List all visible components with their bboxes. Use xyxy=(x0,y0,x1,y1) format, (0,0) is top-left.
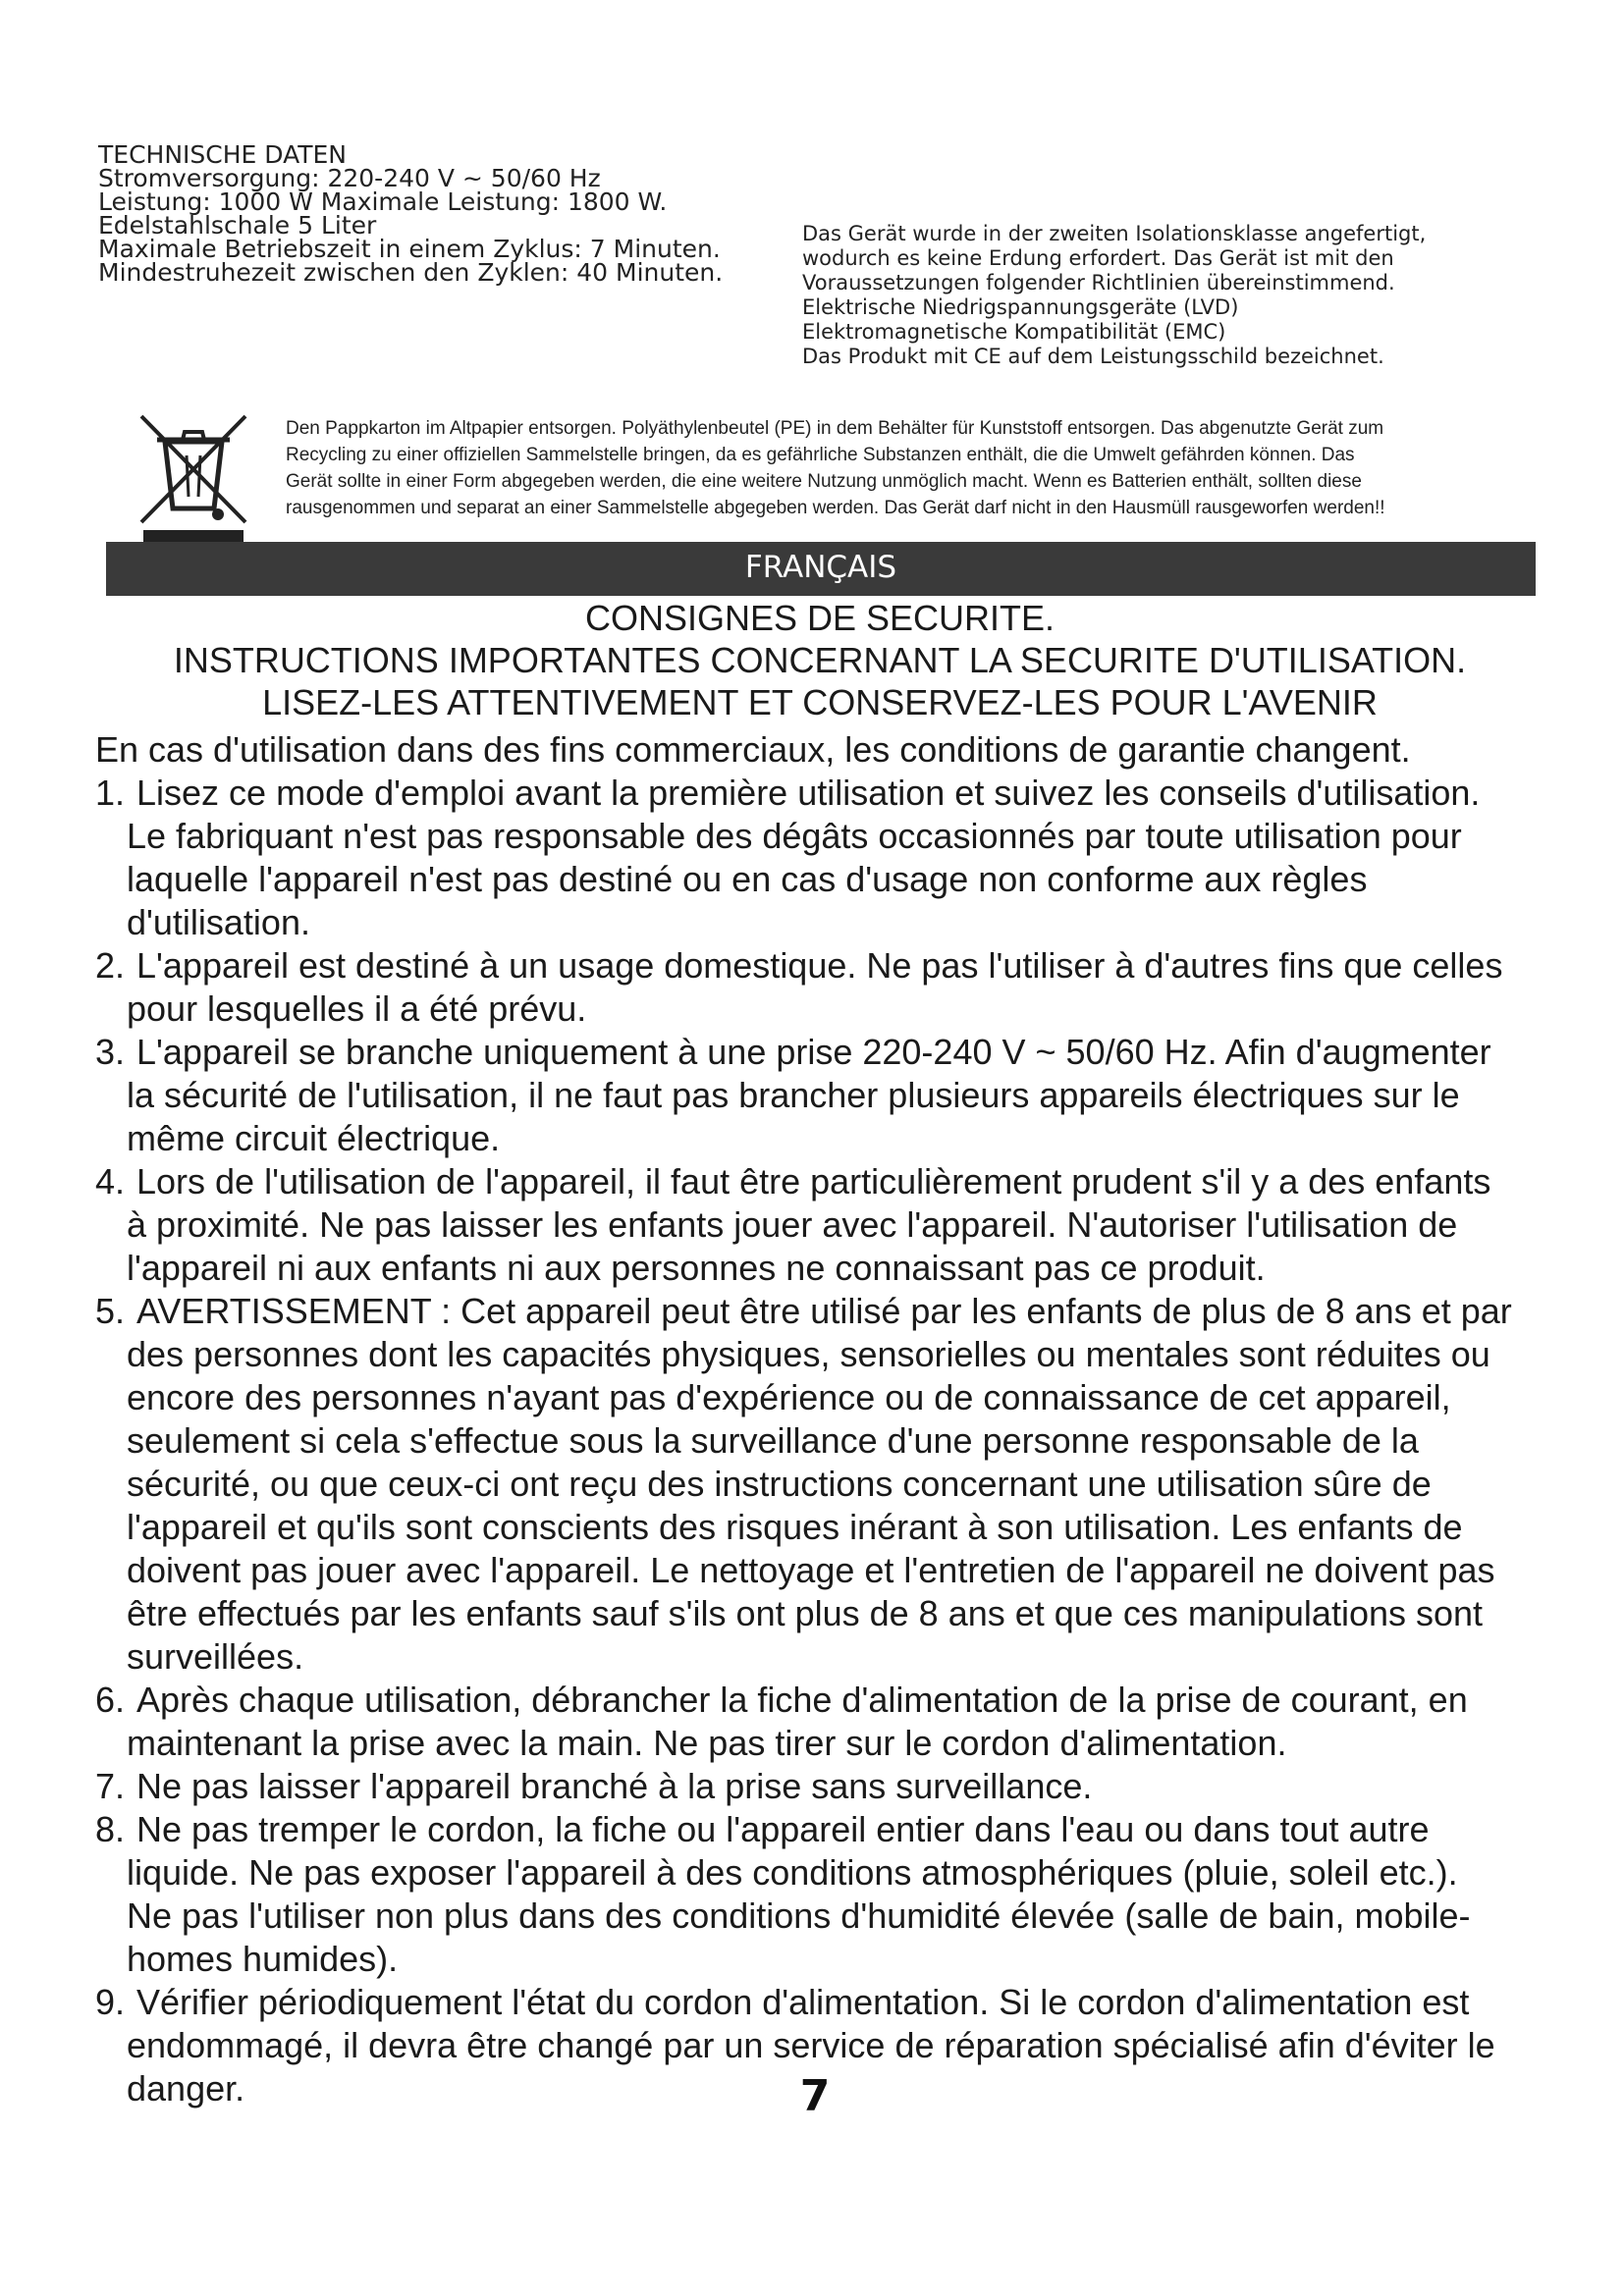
item-number: 6. xyxy=(95,1680,126,1720)
item-number: 7. xyxy=(95,1766,126,1806)
instruction-item xyxy=(95,1679,1548,1765)
item-line: sécurité, ou que ceux-ci ont reçu des instructions concernant une utilisation sûre de xyxy=(127,1464,1432,1504)
item-line: l'appareil ni aux enfants ni aux personnes ne connaissant pas ce produit. xyxy=(127,1248,1266,1288)
item-number: 3. xyxy=(95,1032,126,1072)
item-line: doivent pas jouer avec l'appareil. Le nettoyage et l'entretien de l'appareil ne doivent pas xyxy=(127,1550,1495,1590)
item-line: Lisez ce mode d'emploi avant la première utilisation et suivez les conseils d'utilisation. xyxy=(136,773,1481,813)
technical-line: Stromversorgung: 220-240 V ~ 50/60 Hz xyxy=(98,164,601,192)
technical-data xyxy=(98,140,785,287)
item-line: surveillées. xyxy=(127,1636,304,1677)
instruction-item xyxy=(95,1290,1548,1679)
item-line: d'utilisation. xyxy=(127,902,310,942)
heading-line: INSTRUCTIONS IMPORTANTES CONCERNANT LA SECURITE D'UTILISATION. xyxy=(173,640,1467,680)
conformity-line: Elektrische Niedrigspannungsgeräte (LVD) xyxy=(802,295,1239,319)
item-line: AVERTISSEMENT : Cet appareil peut être utilisé par les enfants de plus de 8 ans et par xyxy=(136,1291,1512,1331)
item-line: L'appareil est destiné à un usage domestique. Ne pas l'utiliser à d'autres fins que celles xyxy=(136,945,1503,986)
item-line: Le fabriquant n'est pas responsable des dégâts occasionnés par toute utilisation pour xyxy=(127,816,1462,856)
page-number: 7 xyxy=(799,2071,831,2121)
item-line: Ne pas tremper le cordon, la fiche ou l'appareil entier dans l'eau ou dans tout autre xyxy=(136,1809,1430,1849)
item-line: des personnes dont les capacités physiques, sensorielles ou mentales sont réduites ou xyxy=(127,1334,1490,1374)
recycling-line: Den Pappkarton im Altpapier entsorgen. Polyäthylenbeutel (PE) in dem Behälter für Kunststoff entsorgen. Das abgenutzte Gerät zum xyxy=(286,418,1384,439)
recycling-notice xyxy=(286,415,1533,521)
technical-line: Leistung: 1000 W Maximale Leistung: 1800 W. xyxy=(98,187,668,216)
item-line: Lors de l'utilisation de l'appareil, il faut être particulièrement prudent s'il y a des enfants xyxy=(136,1161,1491,1201)
safety-instructions xyxy=(95,728,1548,2110)
item-line: danger. xyxy=(127,2068,245,2109)
intro-paragraph: En cas d'utilisation dans des fins commerciaux, les conditions de garantie changent. xyxy=(95,729,1411,770)
item-line: Ne pas laisser l'appareil branché à la prise sans surveillance. xyxy=(136,1766,1093,1806)
item-number: 2. xyxy=(95,945,126,986)
item-number: 5. xyxy=(95,1291,126,1331)
crossed-out-bin-icon xyxy=(135,412,251,545)
item-line: homes humides). xyxy=(127,1939,399,1979)
technical-line: Mindestruhezeit zwischen den Zyklen: 40 Minuten. xyxy=(98,258,724,287)
instruction-item xyxy=(95,1765,1548,1808)
item-line: l'appareil et qu'ils sont conscients des risques inérant à son utilisation. Les enfants de xyxy=(127,1507,1463,1547)
conformity-line: wodurch es keine Erdung erfordert. Das Gerät ist mit den xyxy=(802,246,1394,270)
item-line: Vérifier périodiquement l'état du cordon d'alimentation. Si le cordon d'alimentation est xyxy=(136,1982,1470,2022)
item-line: être effectués par les enfants sauf s'ils ont plus de 8 ans et que ces manipulations sont xyxy=(127,1593,1484,1633)
item-line: L'appareil se branche uniquement à une prise 220-240 V ~ 50/60 Hz. Afin d'augmenter xyxy=(136,1032,1491,1072)
item-number: 9. xyxy=(95,1982,126,2022)
technical-line: Edelstahlschale 5 Liter xyxy=(98,211,377,240)
conformity-line: Voraussetzungen folgender Richtlinien übereinstimmend. xyxy=(802,271,1395,294)
language-banner: FRANÇAIS xyxy=(106,542,1536,596)
item-line: endommagé, il devra être changé par un service de réparation spécialisé afin d'éviter le xyxy=(127,2025,1495,2065)
heading-line: LISEZ-LES ATTENTIVEMENT ET CONSERVEZ-LES POUR L'AVENIR xyxy=(262,682,1378,722)
instruction-item xyxy=(95,1160,1548,1290)
recycling-line: Recycling zu einer offiziellen Sammelstelle bringen, da es gefährliche Substanzen enthält, die die Umwelt gefährden können. Das xyxy=(286,445,1355,465)
safety-headings xyxy=(98,597,1542,723)
item-line: seulement si cela s'effectue sous la surveillance d'une personne responsable de la xyxy=(127,1420,1419,1461)
heading-line: CONSIGNES DE SECURITE. xyxy=(584,598,1056,638)
recycling-line: rausgenommen und separat an einer Sammelstelle abgegeben werden. Das Gerät darf nicht in den Hausmüll rausgeworfen werden!! xyxy=(286,498,1385,518)
item-line: la sécurité de l'utilisation, il ne faut pas brancher plusieurs appareils électriques sur le xyxy=(127,1075,1460,1115)
item-line: laquelle l'appareil n'est pas destiné ou en cas d'usage non conforme aux règles xyxy=(127,859,1368,899)
item-line: à proximité. Ne pas laisser les enfants jouer avec l'appareil. N'autoriser l'utilisation de xyxy=(127,1204,1458,1245)
item-line: pour lesquelles il a été prévu. xyxy=(127,988,587,1029)
recycling-line: Gerät sollte in einer Form abgegeben werden, die eine weitere Nutzung unmöglich macht. Wenn es Batterien enthält, sollten diese xyxy=(286,471,1362,492)
item-line: liquide. Ne pas exposer l'appareil à des conditions atmosphériques (pluie, soleil etc.). xyxy=(127,1852,1458,1893)
item-number: 8. xyxy=(95,1809,126,1849)
item-line: Après chaque utilisation, débrancher la fiche d'alimentation de la prise de courant, en xyxy=(136,1680,1468,1720)
conformity-line: Elektromagnetische Kompatibilität (EMC) xyxy=(802,320,1226,344)
instruction-item xyxy=(95,1808,1548,1981)
instruction-item xyxy=(95,1031,1548,1160)
conformity-statement xyxy=(802,222,1568,369)
conformity-line: Das Produkt mit CE auf dem Leistungsschild bezeichnet. xyxy=(802,345,1384,368)
instruction-item xyxy=(95,944,1548,1031)
item-line: Ne pas l'utiliser non plus dans des conditions d'humidité élevée (salle de bain, mobile- xyxy=(127,1896,1471,1936)
item-line: encore des personnes n'ayant pas d'expérience ou de connaissance de cet appareil, xyxy=(127,1377,1451,1417)
conformity-line: Das Gerät wurde in der zweiten Isolationsklasse angefertigt, xyxy=(802,222,1427,245)
item-number: 1. xyxy=(95,773,126,813)
instruction-list xyxy=(95,772,1548,2110)
instruction-item xyxy=(95,772,1548,944)
technical-title: TECHNISCHE DATEN xyxy=(98,140,348,169)
item-line: même circuit électrique. xyxy=(127,1118,501,1158)
item-number: 4. xyxy=(95,1161,126,1201)
item-line: maintenant la prise avec la main. Ne pas tirer sur le cordon d'alimentation. xyxy=(127,1723,1287,1763)
technical-line: Maximale Betriebszeit in einem Zyklus: 7 Minuten. xyxy=(98,235,721,263)
